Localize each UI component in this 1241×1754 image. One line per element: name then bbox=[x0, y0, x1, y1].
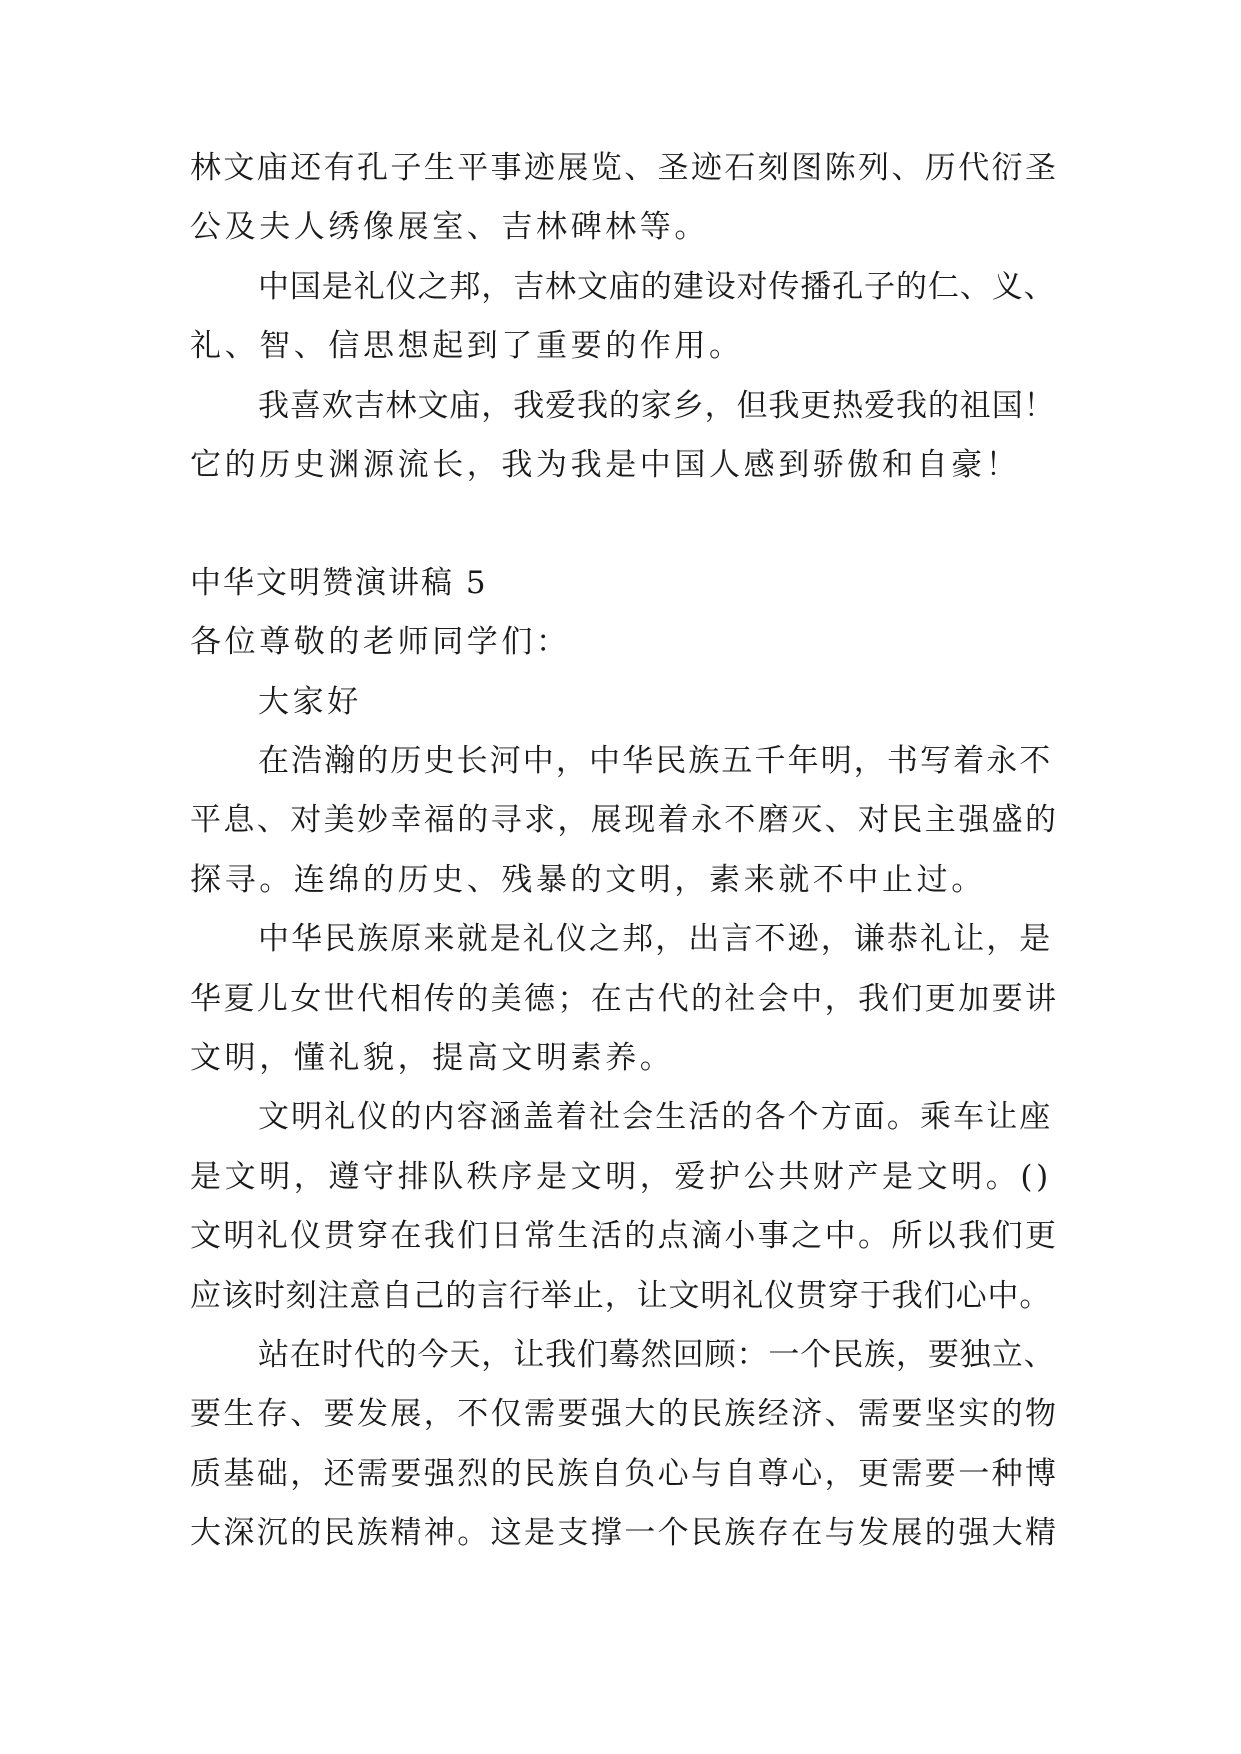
paragraph-line: 大深沉的民族精神。这是支撑一个民族存在与发展的强大精 bbox=[190, 1515, 1059, 1551]
paragraph-line: 文明，懂礼貌，提高文明素养。 bbox=[190, 1040, 675, 1076]
paragraph-line: 华夏儿女世代相传的美德；在古代的社会中，我们更加要讲 bbox=[190, 981, 1059, 1017]
paragraph-line: 文明礼仪贯穿在我们日常生活的点滴小事之中。所以我们更 bbox=[190, 1218, 1059, 1254]
paragraph-line: 在浩瀚的历史长河中，中华民族五千年明，书写着永不 bbox=[258, 743, 1053, 779]
paragraph-line: 质基础，还需要强烈的民族自负心与自尊心，更需要一种博 bbox=[190, 1456, 1059, 1492]
paragraph-line: 我喜欢吉林文庙，我爱我的家乡，但我更热爱我的祖国！ bbox=[258, 388, 1056, 424]
paragraph-line: 是文明，遵守排队秩序是文明，爱护公共财产是文明。() bbox=[190, 1159, 1052, 1195]
paragraph-line: 探寻。连绵的历史、残暴的文明，素来就不中止过。 bbox=[190, 862, 986, 898]
section-title: 中华文明赞演讲稿 5 bbox=[190, 565, 488, 601]
paragraph-line: 站在时代的今天，让我们蓦然回顾：一个民族，要独立、 bbox=[258, 1337, 1056, 1373]
greeting: 大家好 bbox=[258, 684, 362, 720]
paragraph-line: 中华民族原来就是礼仪之邦，出言不逊，谦恭礼让，是 bbox=[258, 921, 1053, 957]
paragraph-line: 文明礼仪的内容涵盖着社会生活的各个方面。乘车让座 bbox=[258, 1099, 1053, 1135]
paragraph-line: 公及夫人绣像展室、吉林碑林等。 bbox=[190, 209, 709, 245]
paragraph-line: 应该时刻注意自己的言行举止，让文明礼仪贯穿于我们心中。 bbox=[190, 1278, 1052, 1314]
paragraph-line: 中国是礼仪之邦，吉林文庙的建设对传播孔子的仁、义、 bbox=[258, 269, 1056, 305]
paragraph-line: 林文庙还有孔子生平事迹展览、圣迹石刻图陈列、历代衍圣 bbox=[190, 150, 1059, 186]
paragraph-line: 要生存、要发展，不仅需要强大的民族经济、需要坚实的物 bbox=[190, 1396, 1059, 1432]
salutation: 各位尊敬的老师同学们： bbox=[190, 624, 571, 660]
paragraph-line: 它的历史渊源流长，我为我是中国人感到骄傲和自豪！ bbox=[190, 447, 1021, 483]
paragraph-line: 礼、智、信思想起到了重要的作用。 bbox=[190, 328, 744, 364]
paragraph-line: 平息、对美妙幸福的寻求，展现着永不磨灭、对民主强盛的 bbox=[190, 802, 1059, 838]
